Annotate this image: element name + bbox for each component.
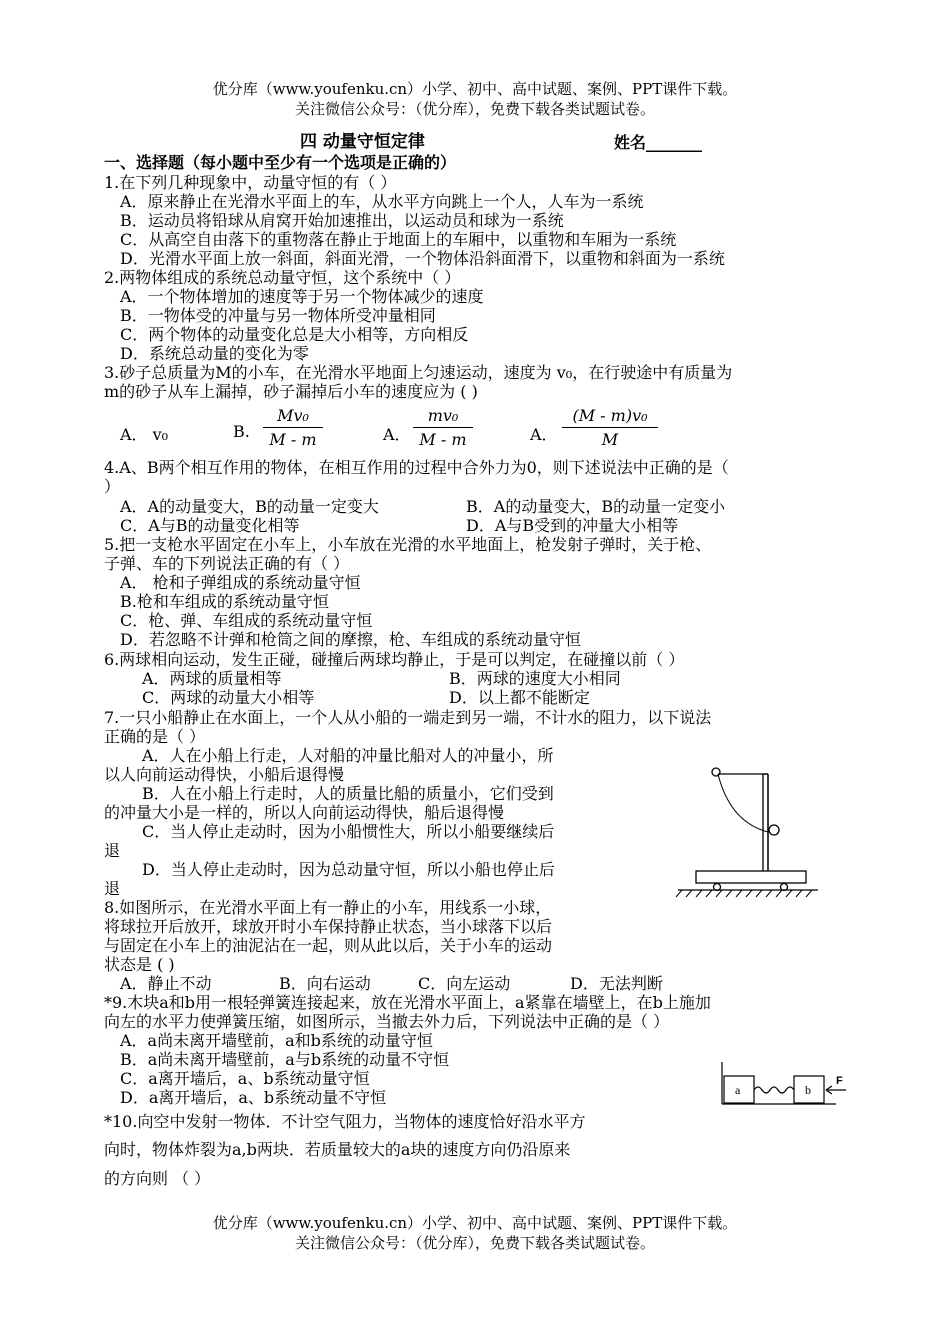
q8-stem-4: 状态是 ( ) bbox=[104, 955, 175, 974]
q6-stem: 6.两球相向运动，发生正碰，碰撞后两球均静止，于是可以判定，在碰撞以前（ ） bbox=[104, 650, 685, 669]
q3-option-b-fraction bbox=[263, 406, 323, 449]
q4-stem-2: ） bbox=[104, 477, 121, 496]
q3-b-numerator: Mv₀ bbox=[277, 406, 309, 425]
q3-d-numerator: (M - m)v₀ bbox=[572, 406, 648, 425]
q3-c-denominator: M - m bbox=[419, 430, 467, 449]
q1-stem: 1.在下列几种现象中，动量守恒的有（ ） bbox=[104, 173, 397, 192]
cart-body bbox=[696, 871, 806, 883]
q3-option-c-fraction bbox=[413, 406, 473, 449]
q3-option-d-fraction bbox=[562, 406, 658, 449]
q7-option-d-line-1: D．当人停止走动时，因为总动量守恒，所以小船也停止后 bbox=[142, 860, 555, 879]
q2-stem: 2.两物体组成的系统总动量守恒，这个系统中（ ） bbox=[104, 268, 461, 287]
q8-stem-1: 8.如图所示，在光滑水平面上有一静止的小车，用线系一小球， bbox=[104, 898, 552, 917]
force-label: F bbox=[836, 1075, 843, 1087]
q5-stem-1: 5.把一支枪水平固定在小车上，小车放在光滑的水平地面上，枪发射子弹时，关于枪、 bbox=[104, 535, 712, 554]
q3-d-denominator: M bbox=[601, 430, 619, 449]
q9-option-b: B．a尚未离开墙壁前，a与b系统的动量不守恒 bbox=[120, 1050, 450, 1069]
q2-option-c: C．两个物体的动量变化总是大小相等，方向相反 bbox=[120, 325, 469, 344]
block-b-label: b bbox=[805, 1083, 811, 1097]
q5-option-a: A． 枪和子弹组成的系统动量守恒 bbox=[120, 573, 361, 592]
q3-option-a: A． v₀ bbox=[120, 425, 169, 444]
q4-option-d: D．A与B受到的冲量大小相等 bbox=[466, 516, 679, 535]
q8-option-a: A．静止不动 bbox=[120, 974, 212, 993]
q3-stem-1: 3.砂子总质量为M的小车，在光滑水平地面上匀速运动，速度为 v₀，在行驶途中有质量为 bbox=[104, 363, 733, 382]
clay-lump bbox=[769, 825, 779, 835]
q1-option-c: C．从高空自由落下的重物落在静止于地面上的车厢中，以重物和车厢为一系统 bbox=[120, 230, 677, 249]
q8-option-d: D．无法判断 bbox=[570, 974, 663, 993]
q3-stem-2: m的砂子从车上漏掉，砂子漏掉后小车的速度应为 ( ) bbox=[104, 382, 478, 401]
q5-option-b: B.枪和车组成的系统动量守恒 bbox=[120, 592, 329, 611]
q7-option-a-line-2: 以人向前运动得快，小船后退得慢 bbox=[104, 765, 345, 784]
q7-option-d-line-2: 退 bbox=[104, 879, 121, 898]
q1-option-b: B．运动员将铅球从肩窝开始加速推出，以运动员和球为一系统 bbox=[120, 211, 564, 230]
q8-option-b: B．向右运动 bbox=[279, 974, 371, 993]
page-title: 四 动量守恒定律 bbox=[300, 132, 425, 152]
q2-option-a: A．一个物体增加的速度等于另一个物体减少的速度 bbox=[120, 287, 484, 306]
spring-blocks-figure bbox=[716, 1058, 850, 1110]
q4-stem-1: 4.A、B两个相互作用的物体，在相互作用的过程中合外力为0，则下述说法中正确的是（ bbox=[104, 458, 729, 477]
q9-stem-1: *9.木块a和b用一根轻弹簧连接起来，放在光滑水平面上，a紧靠在墙壁上，在b上施加 bbox=[104, 993, 711, 1012]
q3-b-denominator: M - m bbox=[269, 430, 317, 449]
q9-option-c: C．a离开墙后，a、b系统动量守恒 bbox=[120, 1069, 370, 1088]
ground-hatching bbox=[676, 890, 812, 897]
fraction-bar bbox=[263, 427, 323, 428]
q8-stem-2: 将球拉开后放开，球放开时小车保持静止状态，当小球落下以后 bbox=[104, 917, 553, 936]
q7-stem-1: 7.一只小船静止在水面上，一个人从小船的一端走到另一端，不计水的阻力，以下说法 bbox=[104, 708, 712, 727]
name-field-label: 姓名_______ bbox=[614, 133, 703, 152]
q5-stem-2: 子弹、车的下列说法正确的有（ ） bbox=[104, 554, 350, 573]
spring bbox=[754, 1087, 794, 1093]
q7-stem-2: 正确的是（ ） bbox=[104, 727, 206, 746]
q6-option-d: D．以上都不能断定 bbox=[449, 688, 590, 707]
q9-option-a: A．a尚未离开墙壁前，a和b系统的动量守恒 bbox=[120, 1031, 433, 1050]
q8-option-c: C．向左运动 bbox=[418, 974, 511, 993]
q1-option-d: D．光滑水平面上放一斜面，斜面光滑，一个物体沿斜面滑下，以重物和斜面为一系统 bbox=[120, 249, 725, 268]
q7-option-c-line-2: 退 bbox=[104, 841, 121, 860]
q7-option-b-line-1: B．人在小船上行走时，人的质量比船的质量小，它们受到 bbox=[142, 784, 554, 803]
q9-stem-2: 向左的水平力使弹簧压缩，如图所示，当撤去外力后，下列说法中正确的是（ ） bbox=[104, 1012, 670, 1031]
q2-option-b: B．一物体受的冲量与另一物体所受冲量相同 bbox=[120, 306, 436, 325]
q3-option-d-label: A． bbox=[530, 425, 558, 444]
q10-stem-1: *10.向空中发射一物体．不计空气阻力，当物体的速度恰好沿水平方 bbox=[104, 1112, 586, 1131]
q4-option-c: C．A与B的动量变化相等 bbox=[120, 516, 300, 535]
q6-option-c: C．两球的动量大小相等 bbox=[142, 688, 315, 707]
q2-option-d: D．系统总动量的变化为零 bbox=[120, 344, 309, 363]
q3-option-c-label: A． bbox=[383, 425, 411, 444]
q10-stem-2: 向时，物体炸裂为a,b两块．若质量较大的a块的速度方向仍沿原来 bbox=[104, 1140, 571, 1159]
section-heading: 一、选择题（每小题中至少有一个选项是正确的） bbox=[104, 153, 457, 172]
header-line-1: 优分库（www.youfenku.cn）小学、初中、高中试题、案例、PPT课件下载。 bbox=[212, 80, 738, 98]
fraction-bar bbox=[562, 427, 658, 428]
footer-line-2: 关注微信公众号：（优分库），免费下载各类试题试卷。 bbox=[294, 1234, 655, 1252]
q1-option-a: A．原来静止在光滑水平面上的车，从水平方向跳上一个人，人车为一系统 bbox=[120, 192, 644, 211]
header-line-2: 关注微信公众号：（优分库），免费下载各类试题试卷。 bbox=[294, 100, 655, 118]
q5-option-d: D．若忽略不计弹和枪筒之间的摩擦，枪、车组成的系统动量守恒 bbox=[120, 630, 581, 649]
q6-option-a: A．两球的质量相等 bbox=[142, 669, 282, 688]
footer-line-1: 优分库（www.youfenku.cn）小学、初中、高中试题、案例、PPT课件下载。 bbox=[212, 1214, 738, 1232]
q4-option-a: A．A的动量变大，B的动量一定变大 bbox=[120, 497, 379, 516]
q7-option-c-line-1: C．当人停止走动时，因为小船惯性大，所以小船要继续后 bbox=[142, 822, 555, 841]
q7-option-b-line-2: 的冲量大小是一样的，所以人向前运动得快，船后退得慢 bbox=[104, 803, 505, 822]
block-a-label: a bbox=[735, 1083, 741, 1097]
q7-option-a-line-1: A．人在小船上行走，人对船的冲量比船对人的冲量小，所 bbox=[142, 746, 554, 765]
q9-option-d: D．a离开墙后，a、b系统动量不守恒 bbox=[120, 1088, 387, 1107]
pendulum-ball bbox=[712, 768, 720, 776]
q8-stem-3: 与固定在小车上的油泥沾在一起，则从此以后，关于小车的运动 bbox=[104, 936, 553, 955]
q3-option-b-label: B. bbox=[233, 422, 250, 441]
q5-option-c: C．枪、弹、车组成的系统动量守恒 bbox=[120, 611, 373, 630]
q4-option-b: B．A的动量变大，B的动量一定变小 bbox=[466, 497, 726, 516]
q3-c-numerator: mv₀ bbox=[427, 406, 459, 425]
pendulum-string bbox=[718, 774, 768, 832]
fraction-bar bbox=[413, 427, 473, 428]
q10-stem-3: 的方向则 （ ） bbox=[104, 1169, 211, 1188]
pendulum-cart-figure bbox=[672, 760, 822, 905]
q6-option-b: B．两球的速度大小相同 bbox=[449, 669, 621, 688]
